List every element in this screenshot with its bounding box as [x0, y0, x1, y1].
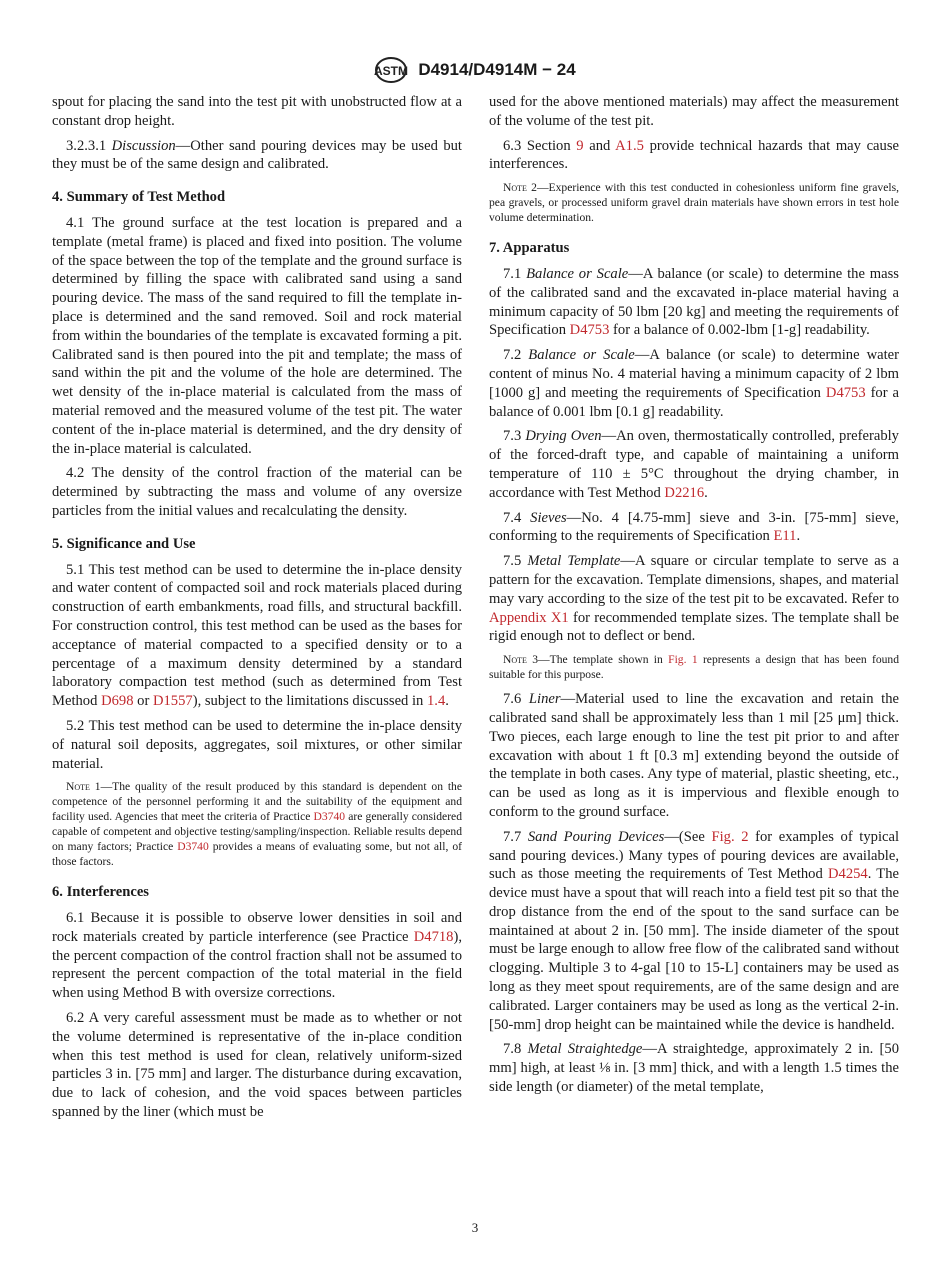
paragraph-7-1: 7.1 Balance or Scale—A balance (or scale) to determine the mass of the calibrated sand and the excavated in-place material having a minimum capacity of 50 lbm [20 kg] and meeting the requirements of Specification D4753 for a balance of 0.002-lbm [1-g] readability. — [489, 265, 899, 339]
link-d4254[interactable]: D4254 — [827, 866, 868, 883]
link-section-9[interactable]: 9 — [576, 137, 584, 154]
link-d1557[interactable]: D1557 — [152, 693, 193, 710]
paragraph-6-1: 6.1 Because it is possible to observe lower densities in soil and rock materials created by particle interference (see Practice D4718), the percent compaction of the control fraction shall not be assumed to represent the percent compaction of the total material in the field when using Method B with oversize corrections. — [52, 910, 462, 1002]
paragraph-4-2: 4.2 The density of the control fraction of the material can be determined by subtracting the mass and volume of any oversize particles from the initial values and recalculating the density. — [52, 465, 462, 519]
paragraph: spout for placing the sand into the test pit with unobstructed flow at a constant drop height. — [52, 94, 462, 129]
standard-designation: D4914/D4914M − 24 — [418, 60, 576, 79]
section-heading-4: 4. Summary of Test Method — [52, 189, 226, 206]
section-heading-5: 5. Significance and Use — [52, 535, 196, 552]
note-3: Note 3—The template shown in Fig. 1 represents a design that has been found suitable for this purpose. — [489, 653, 900, 682]
link-1-4[interactable]: 1.4 — [427, 693, 446, 710]
paragraph-7-2: 7.2 Balance or Scale—A balance (or scale) to determine water content of minus No. 4 material having a minimum capacity of 2 lbm [1000 g] and meeting the requirements of Specification D4753 for a balance of 0.001 lbm [0.1 g] readability. — [489, 347, 899, 420]
paragraph-7-6: 7.6 Liner—Material used to line the excavation and retain the calibrated sand shall be approximately less than 1 mil [25 μm] thick. Two pieces, each large enough to line the test pit prior to and after excavation with about 1 ft [0.3 m] extending beyond the outside of the template in both cases. Any type of material, plastic sheeting, etc., can be used as long as it is impervious and flexible enough to conform to the ground surface. — [489, 691, 899, 820]
link-d4753-2[interactable]: D4753 — [825, 384, 866, 401]
paragraph-7-7: 7.7 Sand Pouring Devices—(See Fig. 2 for examples of typical sand pouring devices.) Many types of pouring devices are available, such as those meeting the requirements of Test Method D4254. The device must have a spout that will reach into a field test pit so that the drop distance from the end of the spout to the sand surface can be maintained at about 2 in. [50 mm]. The inside diameter of the spout must be large enough to allow free flow of the calibrated sand without clogging. Multiple 3 to 4-gal [10 to 15-L] containers may be used as long as they meet spout requirements, are of the same design and are calibrated. Larger containers may be used as long as the vertical 2-in. [50-mm] drop height can be maintained while the device is handheld. — [489, 828, 900, 1033]
link-a1-5[interactable]: A1.5 — [615, 137, 644, 154]
link-d698[interactable]: D698 — [101, 693, 134, 710]
link-d3740[interactable]: D3740 — [313, 810, 346, 824]
paragraph-5-2: 5.2 This test method can be used to determine the in-place density of natural soil deposits, aggregates, soil mixtures, or other similar material. — [52, 717, 462, 772]
link-d2216[interactable]: D2216 — [664, 484, 705, 501]
link-appendix-x1[interactable]: Appendix X1 — [489, 609, 569, 626]
paragraph-7-3: 7.3 Drying Oven—An oven, thermostatically controlled, preferably of the forced-draft type, and capable of maintaining a uniform temperature of 110 ± 5°C throughout the drying chamber, in accordance with Test Method D2216. — [489, 428, 899, 501]
note-2: Note 2—Experience with this test conducted in cohesionless uniform fine gravels, pea gravels, or processed uniform gravel drain materials have shown errors in test hole volume determination. — [489, 181, 899, 225]
svg-text:ASTM: ASTM — [374, 64, 409, 78]
paragraph: used for the above mentioned materials) may affect the measurement of the volume of the test pit. — [489, 94, 899, 129]
section-heading-7: 7. Apparatus — [489, 240, 570, 257]
left-column — [52, 93, 462, 1128]
astm-logo-icon — [374, 56, 408, 84]
link-d3740-2[interactable]: D3740 — [177, 840, 209, 854]
link-d4718[interactable]: D4718 — [413, 928, 454, 945]
link-d4753[interactable]: D4753 — [569, 322, 610, 339]
link-fig-2[interactable]: Fig. 2 — [711, 828, 749, 845]
section-heading-6: 6. Interferences — [52, 884, 149, 901]
link-e11[interactable]: E11 — [773, 528, 797, 545]
right-column — [489, 93, 899, 1103]
paragraph-3-2-3-1: 3.2.3.1 Discussion—Other sand pouring devices may be used but they must be of the same design and calibrated. — [52, 137, 462, 173]
paragraph-7-8: 7.8 Metal Straightedge—A straightedge, approximately 2 in. [50 mm] high, at least ⅛ in. [3 mm] thick, and with a length 1.5 times the side length (or diameter) of the metal template, — [489, 1041, 899, 1096]
paragraph-7-4: 7.4 Sieves—No. 4 [4.75-mm] sieve and 3-in. [75-mm] sieve, conforming to the requirements of Specification E11. — [489, 509, 899, 545]
paragraph-4-1: 4.1 The ground surface at the test location is prepared and a template (metal frame) is placed and fixed into position. The volume of the space between the top of the template and the ground surface is determined by filling the space with calibrated sand using a sand pouring device. The mass of the sand required to fill the template in-place is determined and the sand removed. Soil and rock material from within the boundaries of the template is excavated forming a pit. Calibrated sand is then poured into the pit and template; the mass of sand within the pit and the volume of the hole are determined. The wet density of the in-place material is calculated from the mass of material removed and the measured volume of the test pit. The water content of the in-place material is determined, and the dry density of the in-place material is calculated. — [52, 214, 462, 457]
paragraph-6-3: 6.3 Section 9 and A1.5 provide technical hazards that may cause interferences. — [489, 137, 899, 173]
page-header — [0, 56, 950, 84]
paragraph-7-5: 7.5 Metal Template—A square or circular template to serve as a pattern for the excavation. Template dimensions, shapes, and material may vary according to the size of the test pit to be excavated. Refer to Appendix X1 for recommended template sizes. The template shall be rigid enough not to deflect or bend. — [489, 553, 899, 645]
link-fig-1[interactable]: Fig. 1 — [668, 653, 698, 667]
page-number: 3 — [471, 1220, 479, 1235]
paragraph-5-1: 5.1 This test method can be used to determine the in-place density and water content of compacted soil and rock materials placed during construction of earth embankments, road fills, and structural backfill. For construction control, this test method can be used as the bases for acceptance of material compacted to a specified density or to a percentage of a maximum density determined by a standard laboratory compaction test method (such as determined from Test Method D698 or D1557), subject to the limitations discussed in 1.4. — [52, 561, 462, 710]
paragraph-6-2: 6.2 A very careful assessment must be made as to whether or not the volume determined is representative of the in-place condition when this test method is used for clean, relatively uniform-sized particles 3 in. [75 mm] and larger. The disturbance during excavation, due to lack of cohesion, and the void spaces between particles spanned by the liner (which must be — [52, 1010, 462, 1121]
note-1: Note 1—The quality of the result produced by this standard is dependent on the competence of the personnel performing it and the suitability of the equipment and facility used. Agencies that meet the criteria of Practice D3740 are generally considered capable of competent and objective testing/sampling/inspection. Reliable results depend on many factors; Practice D3740 provides a means of evaluating some, but not all, of those factors. — [52, 780, 462, 869]
